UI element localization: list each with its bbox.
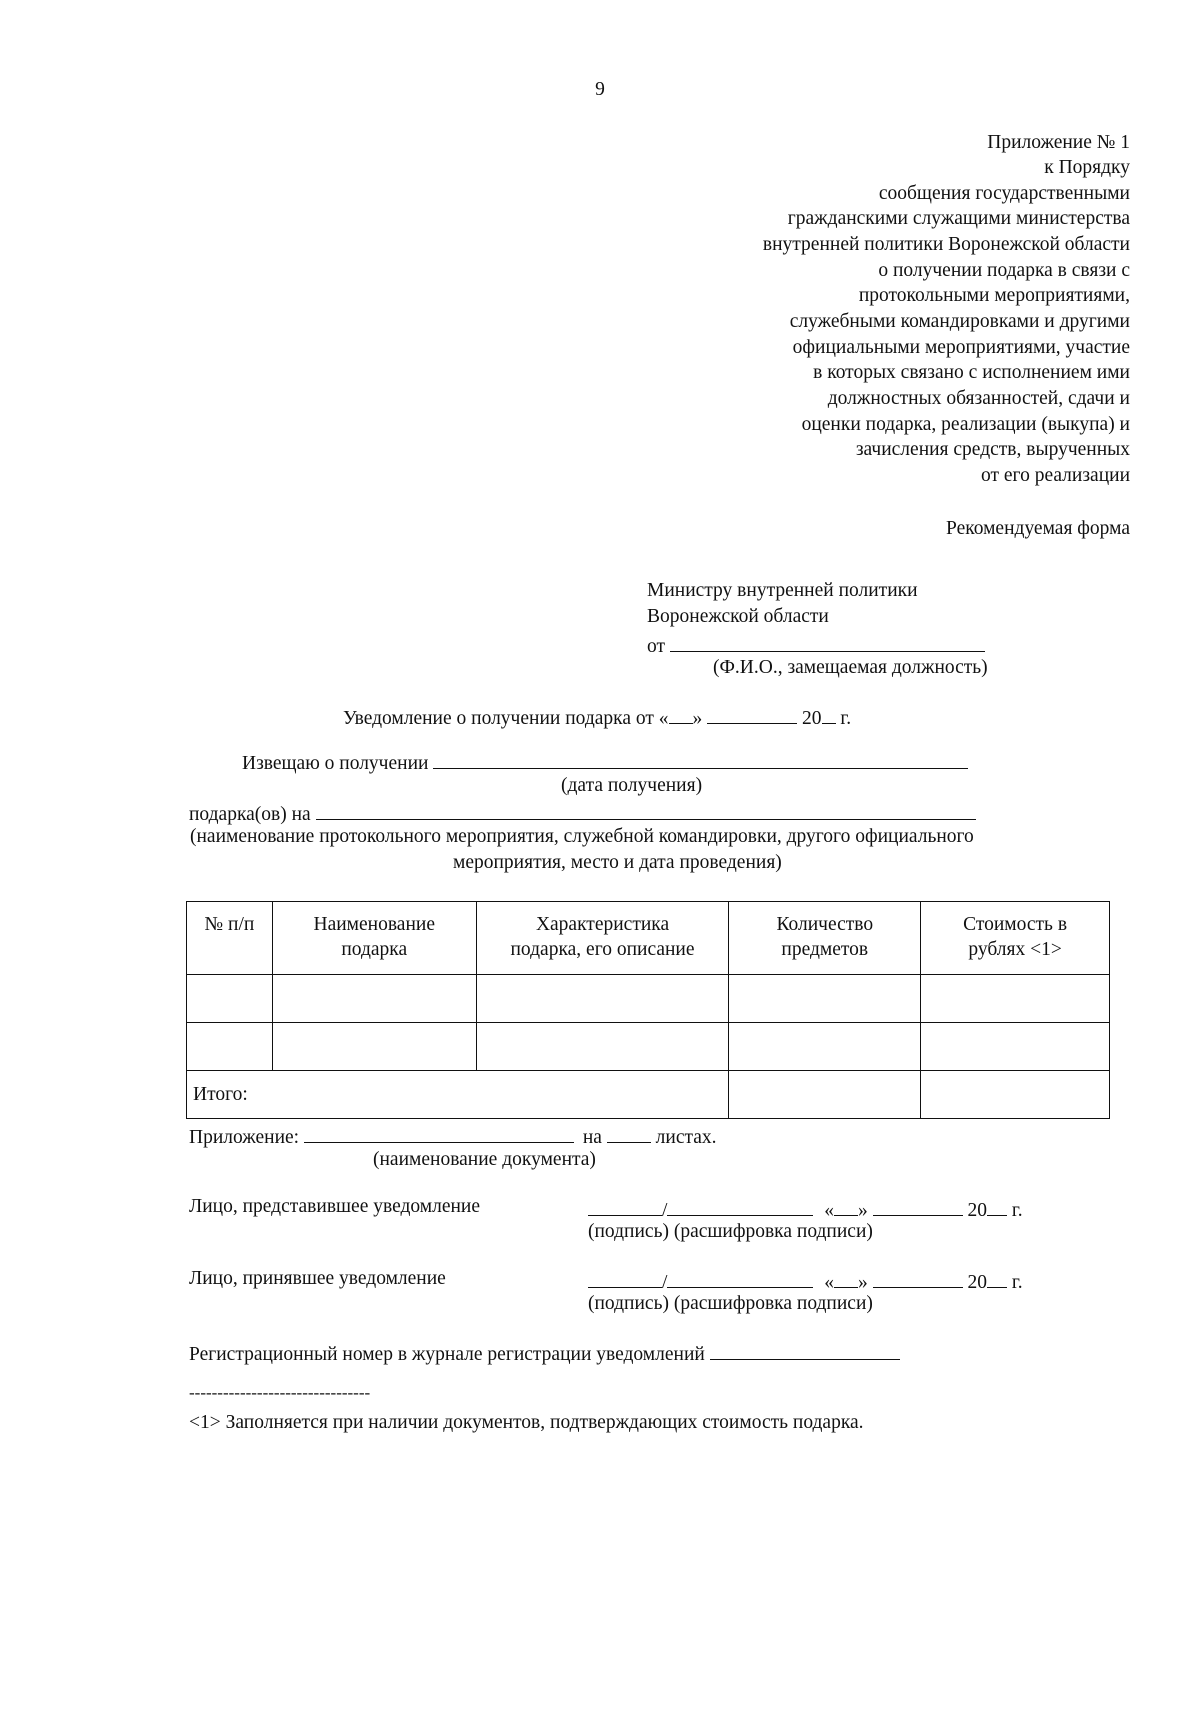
header-gift-name: [272, 902, 476, 975]
date-year-prefix: 20: [967, 1272, 988, 1293]
attachment-sheets-label: листах.: [655, 1127, 717, 1148]
table-cell[interactable]: [729, 975, 921, 1023]
signature-receiver-line: [588, 1269, 1023, 1293]
header-line: Наименование: [313, 914, 435, 935]
signature-slash: /: [662, 1200, 668, 1221]
addressee-line1: Министру внутренней политики: [647, 580, 918, 601]
date-quote-close: »: [858, 1272, 868, 1293]
header-line: № п/п: [204, 914, 255, 935]
appendix-line: служебными командировками и другими: [789, 311, 1130, 332]
date-year-prefix: 20: [967, 1200, 988, 1221]
signature-receiver-caption: (подпись) (расшифровка подписи): [588, 1293, 873, 1314]
notice-gift: [189, 801, 976, 825]
attachment-on-label: на: [582, 1127, 602, 1148]
signature-submitter-label: Лицо, представившее уведомление: [189, 1196, 481, 1217]
total-quantity-cell[interactable]: [729, 1071, 921, 1119]
addressee-from: [647, 633, 985, 657]
notice-receipt: [242, 750, 968, 774]
appendix-line: внутренней политики Воронежской области: [762, 234, 1130, 255]
date-caption: (дата получения): [561, 775, 703, 796]
table-cell[interactable]: [187, 1023, 273, 1071]
gifts-table: [186, 901, 1110, 1119]
signature-receiver-label: Лицо, принявшее уведомление: [189, 1268, 446, 1289]
appendix-line: протокольными мероприятиями,: [858, 285, 1130, 306]
table-row: [187, 975, 1110, 1023]
appendix-line: официальными мероприятиями, участие: [792, 337, 1130, 358]
header-line: подарка, его описание: [510, 939, 695, 960]
appendix-line: сообщения государственными: [878, 183, 1130, 204]
header-line: предметов: [781, 939, 869, 960]
date-year-blank[interactable]: [987, 1197, 1007, 1216]
table-cell[interactable]: [476, 975, 729, 1023]
appendix-line: в которых связано с исполнением ими: [813, 362, 1130, 383]
attachment-caption: (наименование документа): [373, 1149, 596, 1170]
appendix-line: должностных обязанностей, сдачи и: [827, 388, 1130, 409]
total-label: Итого:: [187, 1071, 729, 1119]
attachment-sheets-blank[interactable]: [607, 1124, 651, 1143]
receipt-date-blank[interactable]: [433, 750, 968, 769]
header-line: подарка: [341, 939, 408, 960]
signature-decode-blank[interactable]: [667, 1269, 813, 1288]
appendix-line: к Порядку: [1044, 157, 1130, 178]
date-year-blank[interactable]: [987, 1269, 1007, 1288]
table-header-row: [187, 902, 1110, 975]
table-cell[interactable]: [921, 1023, 1110, 1071]
registration-line: [189, 1341, 900, 1365]
appendix-line: Приложение № 1: [987, 132, 1130, 153]
page-number: 9: [595, 79, 605, 100]
title-day-blank[interactable]: [669, 705, 693, 724]
header-line: Характеристика: [535, 914, 670, 935]
date-month-blank[interactable]: [873, 1197, 963, 1216]
table-cell[interactable]: [187, 975, 273, 1023]
total-cost-cell[interactable]: [921, 1071, 1110, 1119]
date-quote-open: «: [824, 1200, 835, 1221]
header-description: [476, 902, 729, 975]
table-cell[interactable]: [476, 1023, 729, 1071]
footnote: <1> Заполняется при наличии документов, подтверждающих стоимость подарка.: [189, 1412, 864, 1433]
attachment-label: Приложение:: [189, 1127, 300, 1148]
date-year-suffix: г.: [1011, 1200, 1023, 1221]
signature-blank[interactable]: [588, 1269, 662, 1288]
registration-number-blank[interactable]: [710, 1341, 900, 1360]
header-line: рублях <1>: [968, 939, 1062, 960]
form-title: [343, 705, 851, 729]
appendix-line: зачисления средств, вырученных: [855, 439, 1130, 460]
title-year-prefix: 20: [802, 708, 822, 729]
footnote-separator: --------------------------------: [189, 1383, 371, 1402]
event-caption-2: мероприятия, место и дата проведения): [453, 852, 782, 873]
title-year-blank[interactable]: [822, 705, 836, 724]
title-prefix: Уведомление о получении подарка от «: [343, 708, 669, 729]
notice-label: Извещаю о получении: [242, 753, 429, 774]
title-month-blank[interactable]: [707, 705, 797, 724]
addressee-line2: Воронежской области: [647, 606, 829, 627]
attachment-document-blank[interactable]: [304, 1124, 574, 1143]
signature-slash: /: [662, 1272, 668, 1293]
date-quote-close: »: [858, 1200, 868, 1221]
from-blank[interactable]: [670, 633, 985, 652]
header-line: Стоимость в: [963, 914, 1068, 935]
header-cost: [921, 902, 1110, 975]
from-label: от: [647, 636, 666, 657]
signature-submitter-caption: (подпись) (расшифровка подписи): [588, 1221, 873, 1242]
from-caption: (Ф.И.О., замещаемая должность): [713, 657, 988, 678]
appendix-line: о получении подарка в связи с: [878, 260, 1130, 281]
header-number: [187, 902, 273, 975]
signature-submitter-line: [588, 1197, 1023, 1221]
event-caption-1: (наименование протокольного мероприятия, служебной командировки, другого официального: [190, 826, 974, 847]
table-cell[interactable]: [921, 975, 1110, 1023]
gift-label: подарка(ов) на: [189, 804, 311, 825]
date-year-suffix: г.: [1011, 1272, 1023, 1293]
event-blank[interactable]: [316, 801, 976, 820]
header-quantity: [729, 902, 921, 975]
table-cell[interactable]: [272, 975, 476, 1023]
registration-label: Регистрационный номер в журнале регистрации уведомлений: [189, 1344, 705, 1365]
date-day-blank[interactable]: [834, 1197, 858, 1216]
signature-blank[interactable]: [588, 1197, 662, 1216]
table-cell[interactable]: [729, 1023, 921, 1071]
table-total-row: [187, 1071, 1110, 1119]
table-cell[interactable]: [272, 1023, 476, 1071]
appendix-line: от его реализации: [981, 465, 1130, 486]
title-year-suffix: г.: [840, 708, 852, 729]
table-row: [187, 1023, 1110, 1071]
recommended-form-label: Рекомендуемая форма: [945, 518, 1130, 539]
date-quote-open: «: [824, 1272, 835, 1293]
signature-decode-blank[interactable]: [667, 1197, 813, 1216]
appendix-line: гражданскими служащими министерства: [787, 208, 1130, 229]
title-quote-close: »: [692, 708, 703, 729]
date-day-blank[interactable]: [834, 1269, 858, 1288]
attachment-line: [189, 1124, 717, 1148]
appendix-line: оценки подарка, реализации (выкупа) и: [801, 414, 1130, 435]
header-line: Количество: [776, 914, 874, 935]
date-month-blank[interactable]: [873, 1269, 963, 1288]
